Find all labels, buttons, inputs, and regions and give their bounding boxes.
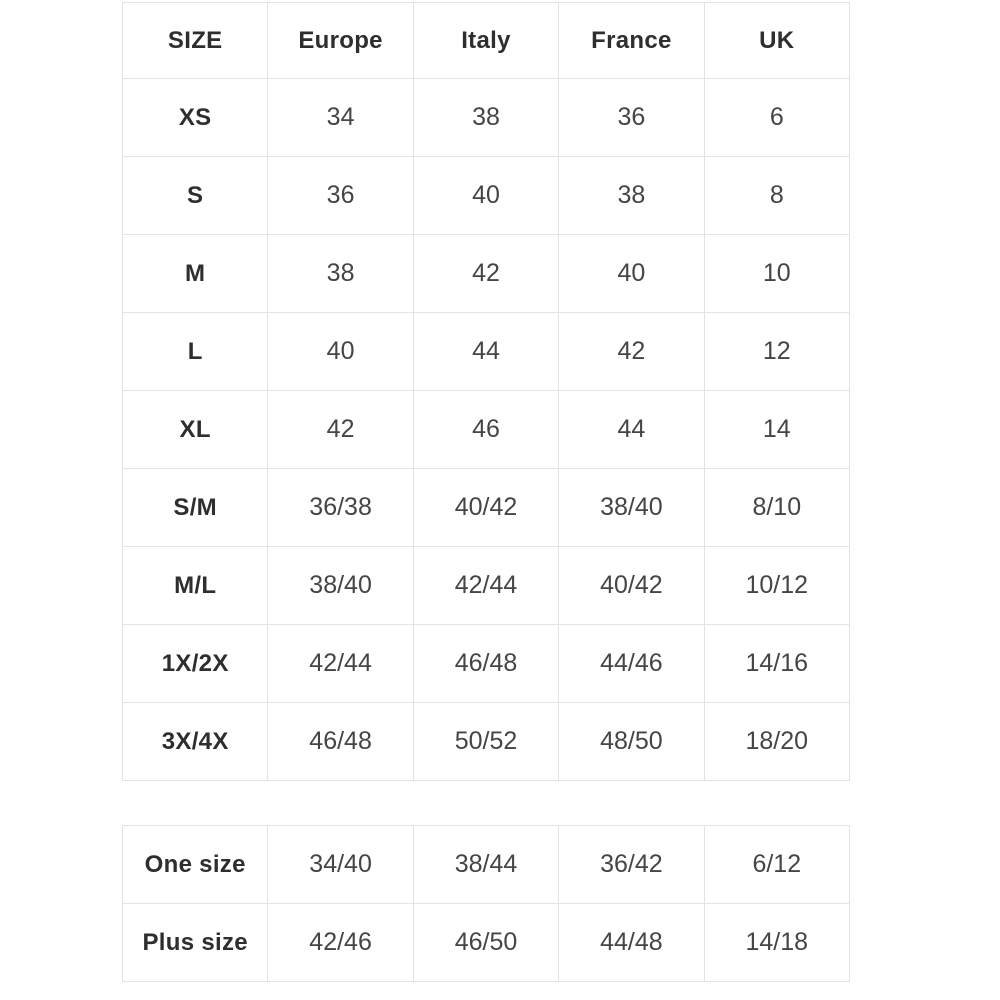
size-value-cell: 36/38 (268, 469, 413, 547)
size-value-cell: 44 (559, 391, 704, 469)
table-row (123, 79, 850, 157)
size-row-label: XL (123, 391, 268, 469)
size-value-cell: 14/18 (704, 904, 849, 982)
table-row (123, 703, 850, 781)
size-value-cell: 42/44 (268, 625, 413, 703)
column-header-italy: Italy (413, 3, 558, 79)
size-value-cell: 40 (413, 157, 558, 235)
size-value-cell: 34 (268, 79, 413, 157)
size-value-cell: 42/44 (413, 547, 558, 625)
size-value-cell: 14 (704, 391, 849, 469)
size-row-label: 3X/4X (123, 703, 268, 781)
size-value-cell: 46/50 (413, 904, 558, 982)
size-value-cell: 10 (704, 235, 849, 313)
column-header-size: SIZE (123, 3, 268, 79)
size-value-cell: 46/48 (268, 703, 413, 781)
size-value-cell: 38/40 (559, 469, 704, 547)
size-value-cell: 48/50 (559, 703, 704, 781)
size-row-label: L (123, 313, 268, 391)
size-value-cell: 36/42 (559, 826, 704, 904)
header-row (123, 3, 850, 79)
size-row-label: S (123, 157, 268, 235)
size-value-cell: 40/42 (413, 469, 558, 547)
table-row (123, 157, 850, 235)
size-value-cell: 44/46 (559, 625, 704, 703)
size-value-cell: 42/46 (268, 904, 413, 982)
size-value-cell: 46/48 (413, 625, 558, 703)
size-value-cell: 50/52 (413, 703, 558, 781)
size-row-label: M (123, 235, 268, 313)
size-value-cell: 12 (704, 313, 849, 391)
size-row-label: S/M (123, 469, 268, 547)
size-row-label: Plus size (123, 904, 268, 982)
column-header-france: France (559, 3, 704, 79)
size-conversion-table (122, 2, 850, 781)
size-value-cell: 14/16 (704, 625, 849, 703)
size-value-cell: 10/12 (704, 547, 849, 625)
size-value-cell: 40 (559, 235, 704, 313)
table-row (123, 826, 850, 904)
size-value-cell: 38 (559, 157, 704, 235)
table-row (123, 469, 850, 547)
size-value-cell: 40/42 (559, 547, 704, 625)
table-row (123, 235, 850, 313)
size-value-cell: 42 (559, 313, 704, 391)
size-value-cell: 40 (268, 313, 413, 391)
column-header-europe: Europe (268, 3, 413, 79)
size-value-cell: 18/20 (704, 703, 849, 781)
special-sizes-table (122, 825, 850, 982)
size-value-cell: 42 (268, 391, 413, 469)
size-value-cell: 38 (413, 79, 558, 157)
size-value-cell: 42 (413, 235, 558, 313)
size-conversion-table-header (123, 3, 850, 79)
table-row (123, 904, 850, 982)
size-conversion-table-body (123, 79, 850, 781)
size-row-label: M/L (123, 547, 268, 625)
column-header-uk: UK (704, 3, 849, 79)
table-row (123, 547, 850, 625)
size-value-cell: 8/10 (704, 469, 849, 547)
size-value-cell: 44 (413, 313, 558, 391)
size-value-cell: 6/12 (704, 826, 849, 904)
size-value-cell: 36 (268, 157, 413, 235)
size-value-cell: 8 (704, 157, 849, 235)
size-value-cell: 34/40 (268, 826, 413, 904)
table-row (123, 625, 850, 703)
size-value-cell: 6 (704, 79, 849, 157)
special-sizes-table-body (123, 826, 850, 982)
size-value-cell: 46 (413, 391, 558, 469)
table-row (123, 391, 850, 469)
size-row-label: XS (123, 79, 268, 157)
size-value-cell: 36 (559, 79, 704, 157)
size-row-label: 1X/2X (123, 625, 268, 703)
table-row (123, 313, 850, 391)
size-value-cell: 38/44 (413, 826, 558, 904)
size-value-cell: 38 (268, 235, 413, 313)
size-value-cell: 38/40 (268, 547, 413, 625)
size-row-label: One size (123, 826, 268, 904)
size-value-cell: 44/48 (559, 904, 704, 982)
